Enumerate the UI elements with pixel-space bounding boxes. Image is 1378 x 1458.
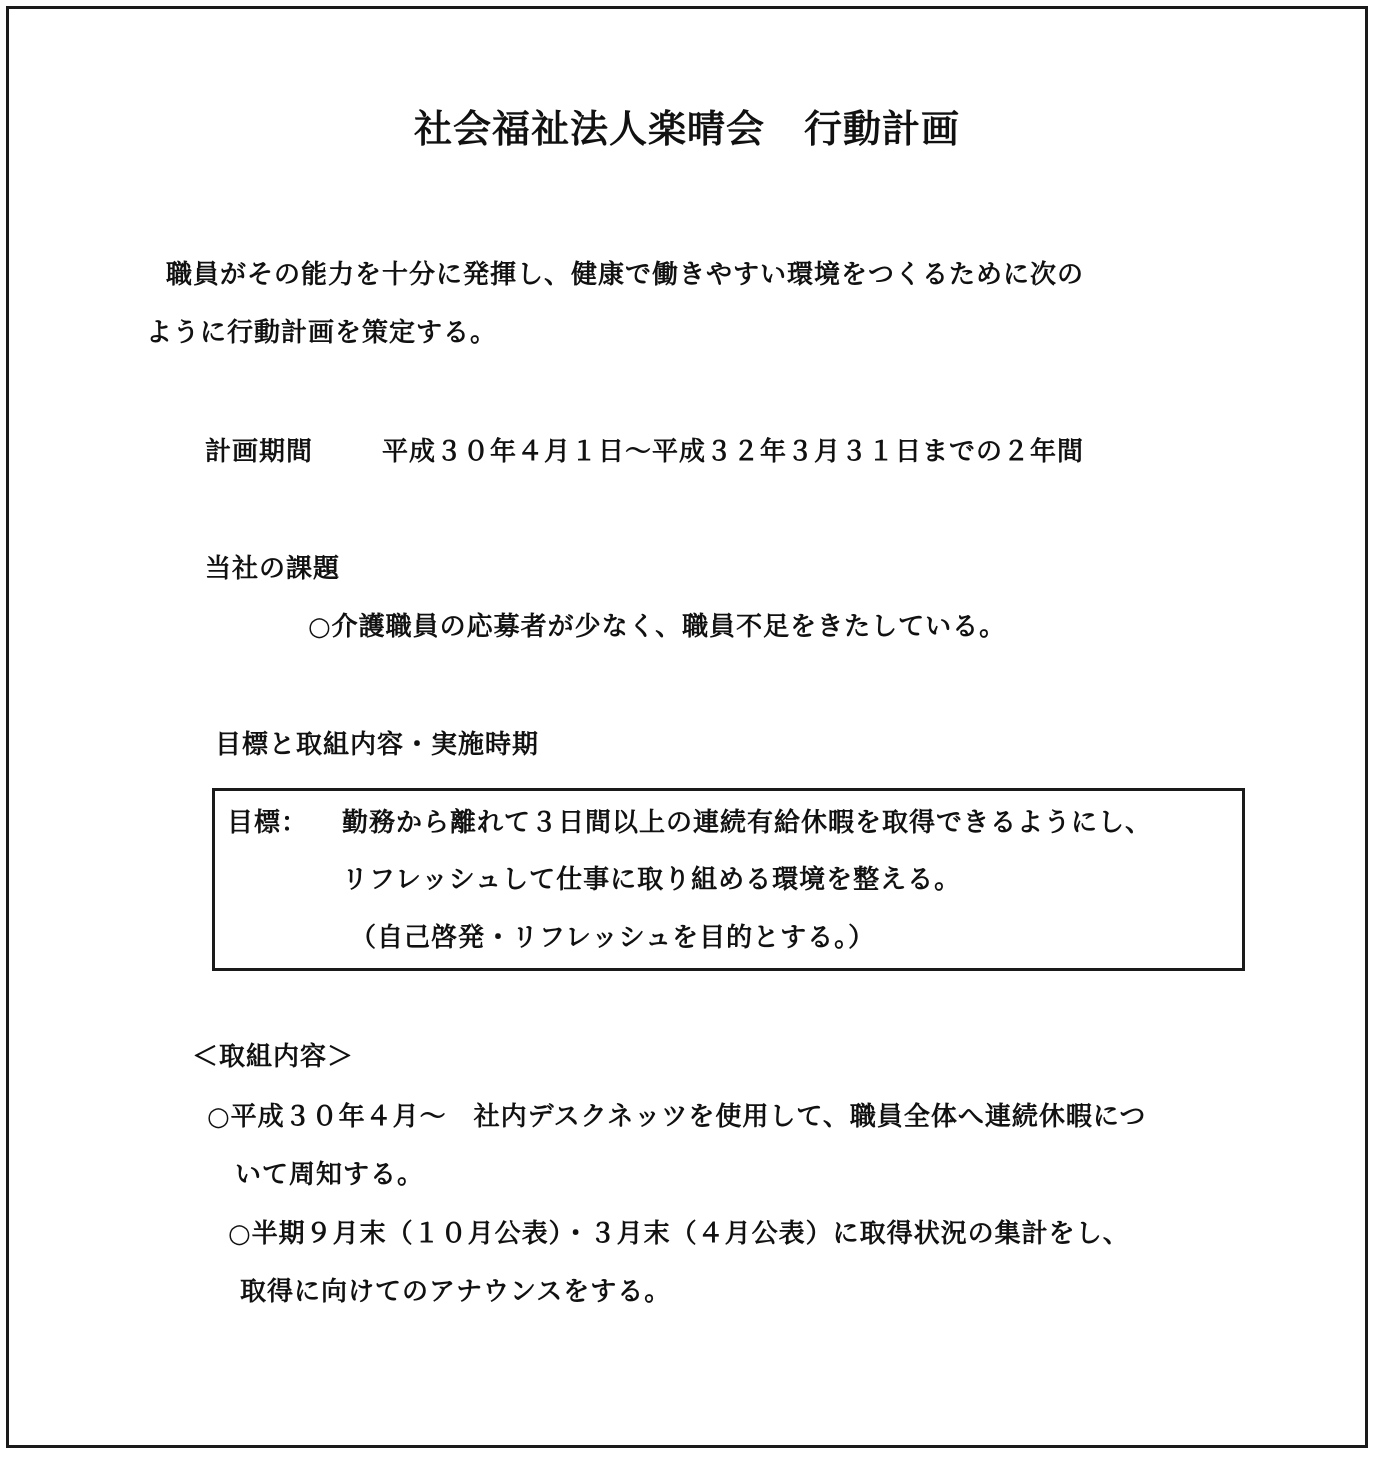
initiative-2-line-2: 取得に向けてのアナウンスをする。 xyxy=(240,1277,672,1307)
intro-line-2: ように行動計画を策定する。 xyxy=(146,318,498,348)
initiatives-heading: ＜取組内容＞ xyxy=(192,1042,355,1072)
plan-period-label: 計画期間 xyxy=(205,437,314,467)
intro-line-1: 職員がその能力を十分に発揮し、健康で働きやすい環境をつくるために次の xyxy=(166,260,1085,290)
plan-period-value: 平成３０年４月１日～平成３２年３月３１日までの２年間 xyxy=(382,437,1085,467)
initiative-1-line-1: ○平成３０年４月～ 社内デスクネッツを使用して、職員全体へ連続休暇につ xyxy=(207,1102,1147,1132)
goal-line-2: リフレッシュして仕事に取り組める環境を整える。 xyxy=(342,865,962,895)
issue-item: ○介護職員の応募者が少なく、職員不足をきたしている。 xyxy=(308,612,1007,642)
issues-heading: 当社の課題 xyxy=(205,554,341,584)
document-title: 社会福祉法人楽晴会 行動計画 xyxy=(414,107,961,151)
goals-heading: 目標と取組内容・実施時期 xyxy=(215,730,540,760)
goal-label: 目標： xyxy=(227,808,309,838)
initiative-2-line-1: ○半期９月末（１０月公表）・３月末（４月公表）に取得状況の集計をし、 xyxy=(228,1219,1130,1249)
initiative-1-line-2: いて周知する。 xyxy=(235,1160,425,1190)
goal-line-3: （自己啓発・リフレッシュを目的とする。） xyxy=(350,923,876,953)
goal-line-1: 勤務から離れて３日間以上の連続有給休暇を取得できるようにし、 xyxy=(342,808,1153,838)
